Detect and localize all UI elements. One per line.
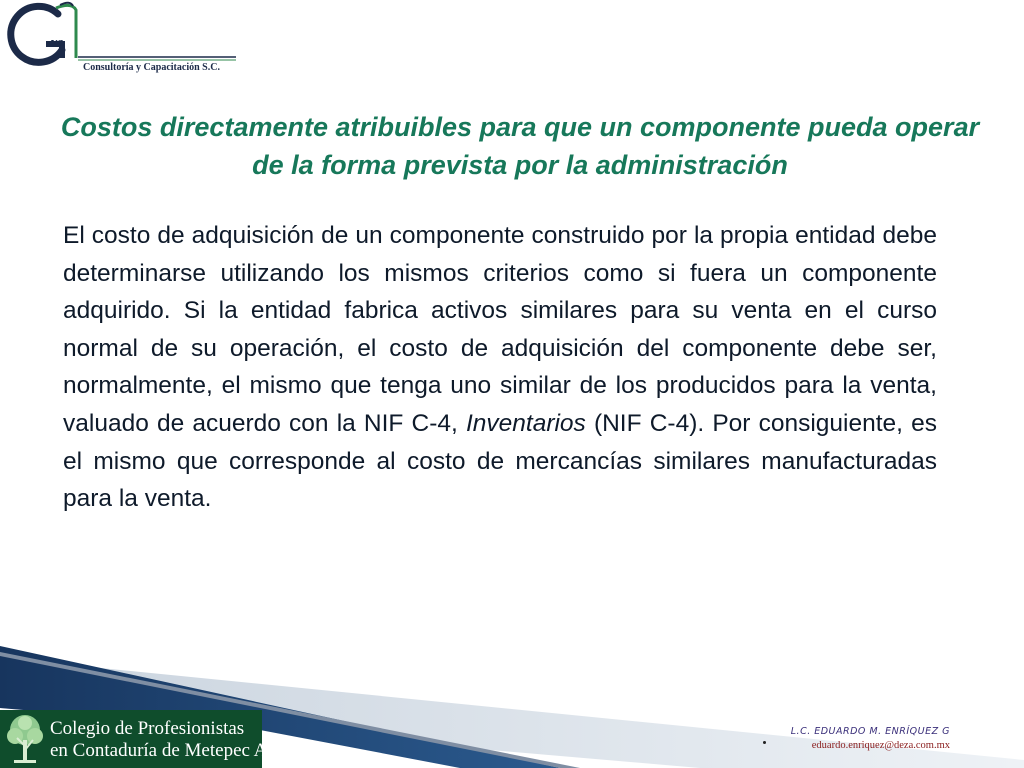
tree-icon bbox=[2, 712, 48, 766]
body-italic-term: Inventarios bbox=[465, 409, 586, 437]
body-text-part1: El costo de adquisición de un componente construido por la propia entidad debe determinarse utilizando los mismos criterios como si fuera un componente adquirido. Si la entidad fabrica activos similares para su venta en el curso normal de su operación, el costo de adquisición del componente debe ser, normalmente, el mismo que tenga uno similar de los producidos para la venta, valuado de acuerdo con la NIF C-4, bbox=[63, 222, 937, 437]
author-name: L.C. EDUARDO M. ENRÍQUEZ G bbox=[790, 726, 950, 737]
college-name bbox=[50, 718, 290, 762]
signature bbox=[760, 726, 950, 751]
company-logo bbox=[0, 0, 260, 80]
logo-suffix: va bbox=[51, 34, 64, 49]
body-text-part2: (NIF C-4). Por consiguiente, es el mismo que corresponde al costo de mercancías similares manufacturadas para la venta. bbox=[63, 409, 937, 513]
author-email: eduardo.enriquez@deza.com.mx bbox=[811, 740, 950, 751]
college-name-line1: Colegio de Profesionistas bbox=[50, 718, 245, 739]
college-name-line2: en Contaduría de Metepec A.C. bbox=[50, 740, 290, 761]
slide-title: Costos directamente atribuibles para que un componente pueda operar de la forma prevista por la administración bbox=[60, 112, 980, 180]
logo-company-name: Consultoría y Capacitación S.C. bbox=[83, 62, 220, 73]
college-logo bbox=[0, 710, 290, 768]
body-paragraph bbox=[63, 217, 937, 518]
